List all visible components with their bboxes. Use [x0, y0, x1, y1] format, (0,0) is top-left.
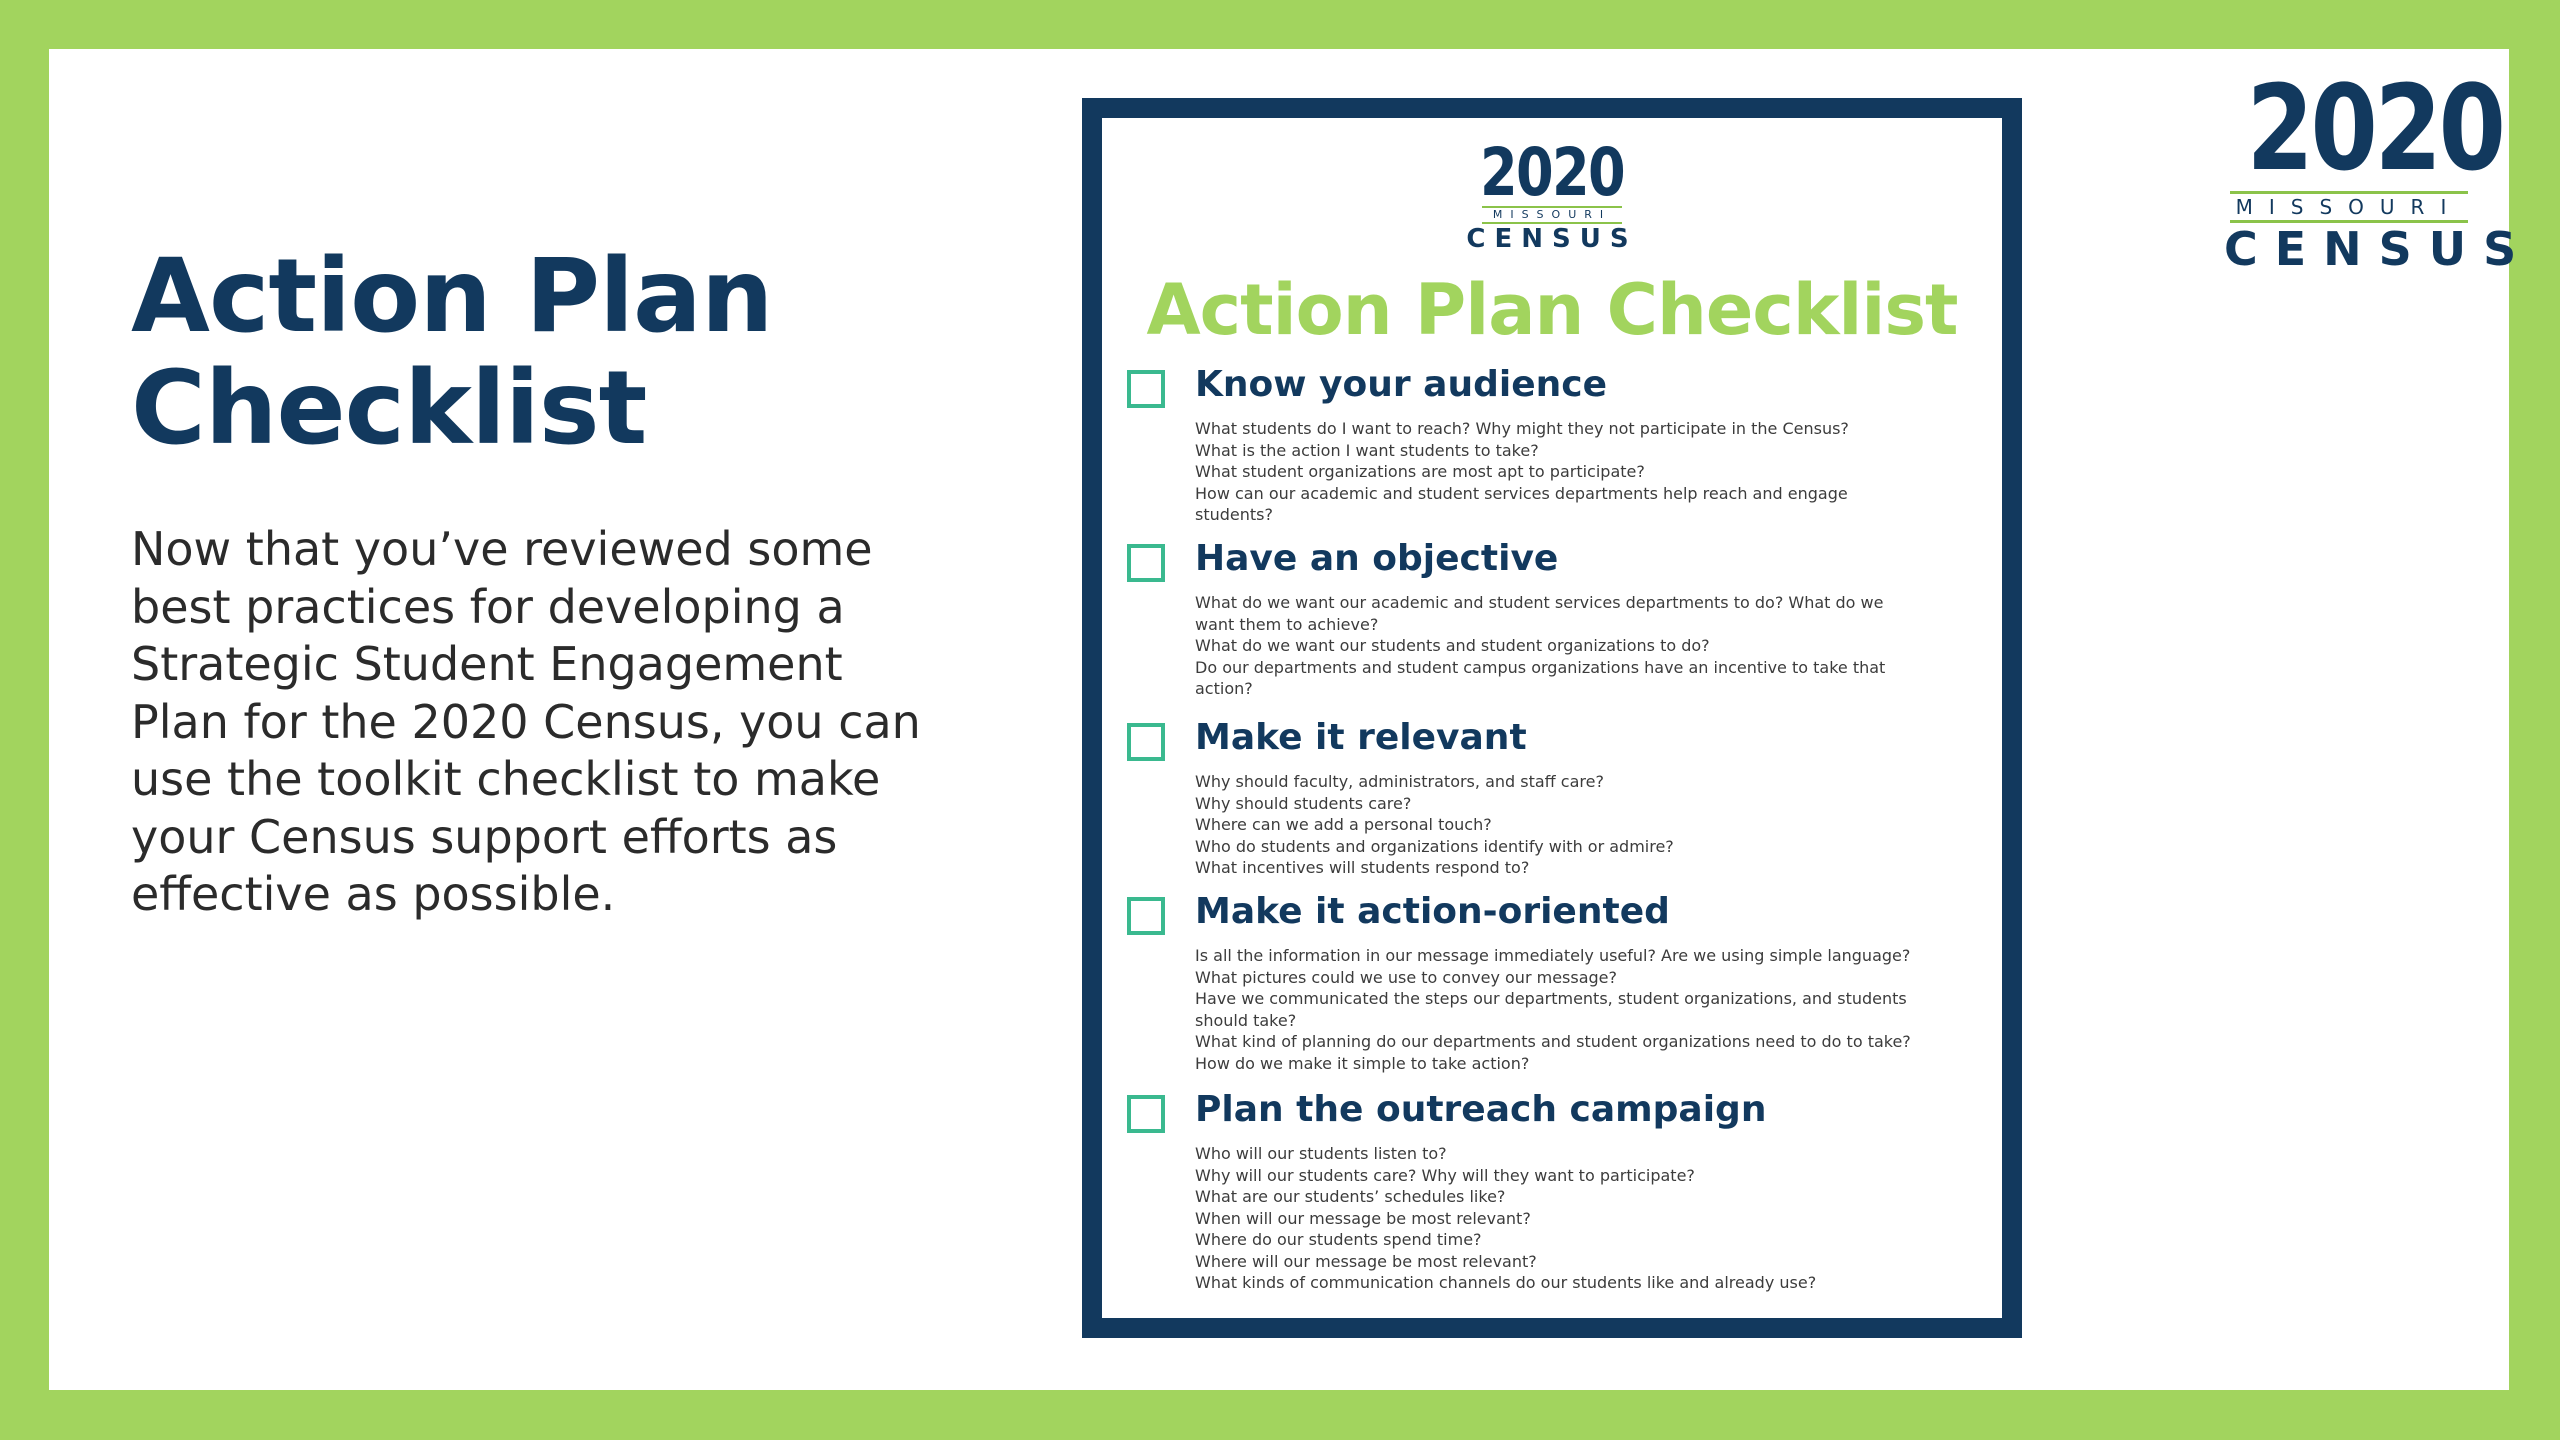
- checklist-question: What is the action I want students to take?: [1195, 440, 1539, 460]
- checklist-question: What kinds of communication channels do our students like and already use?: [1195, 1273, 1817, 1292]
- checklist-question: should take?: [1195, 1010, 1297, 1030]
- checklist-question: want them to achieve?: [1195, 614, 1379, 634]
- checklist-question: What are our students’ schedules like?: [1195, 1187, 1506, 1206]
- checklist-question: Why will our students care? Why will they want to participate?: [1195, 1165, 1695, 1185]
- document-logo-state: MISSOURI: [1482, 206, 1622, 224]
- missouri-census-logo: [2224, 59, 2534, 276]
- checklist-question: When will our message be most relevant?: [1195, 1208, 1531, 1228]
- checklist-question: What incentives will students respond to?: [1195, 858, 1530, 877]
- checklist-item-questions: [1195, 418, 1985, 526]
- checklist-document-preview: [1082, 98, 2022, 1338]
- checklist-item-heading: Make it action-oriented: [1195, 891, 1670, 932]
- checklist-question: What pictures could we use to convey our message?: [1195, 967, 1617, 987]
- document-census-logo: [1102, 134, 2002, 254]
- checklist-item-questions: [1195, 771, 1985, 879]
- checklist-question: Why should students care?: [1195, 793, 1412, 813]
- checklist-item-heading: Know your audience: [1195, 364, 1607, 405]
- checkbox-icon: [1127, 544, 1165, 582]
- logo-word: CENSUS: [2224, 222, 2534, 276]
- checklist-question: Where can we add a personal touch?: [1195, 815, 1492, 834]
- logo-year: 2020: [2246, 59, 2503, 197]
- checkbox-icon: [1127, 1095, 1165, 1133]
- checkbox-icon: [1127, 370, 1165, 408]
- checklist-question: Where will our message be most relevant?: [1195, 1251, 1537, 1271]
- checklist-question: How do we make it simple to take action?: [1195, 1053, 1530, 1073]
- checklist-question: What students do I want to reach? Why might they not participate in the Census?: [1195, 419, 1849, 438]
- slide-title: Action Plan Checklist: [131, 237, 773, 468]
- checklist-question: What student organizations are most apt to participate?: [1195, 462, 1645, 481]
- checklist-question: Who will our students listen to?: [1195, 1144, 1447, 1163]
- checklist-question: students?: [1195, 505, 1273, 524]
- checklist-question: What do we want our students and student organizations to do?: [1195, 636, 1710, 655]
- document-logo-word: CENSUS: [1466, 224, 1638, 254]
- checklist-question: Why should faculty, administrators, and staff care?: [1195, 772, 1604, 791]
- logo-state: MISSOURI: [2230, 191, 2468, 223]
- checklist-question: action?: [1195, 679, 1253, 698]
- document-logo-year: 2020: [1479, 134, 1625, 211]
- slide: [49, 49, 2534, 1390]
- checklist-question: Who do students and organizations identify with or admire?: [1195, 836, 1674, 856]
- checklist-question: Where do our students spend time?: [1195, 1230, 1482, 1249]
- checkbox-icon: [1127, 723, 1165, 761]
- checklist-item-questions: [1195, 1143, 1985, 1294]
- checklist-item-questions: [1195, 945, 1985, 1074]
- checklist-question: Have we communicated the steps our departments, student organizations, and students: [1195, 989, 1907, 1008]
- checklist-item-questions: [1195, 592, 1985, 700]
- checklist-question: Is all the information in our message immediately useful? Are we using simple language?: [1195, 946, 1911, 965]
- slide-body-text: Now that you’ve reviewed some best practices for developing a Strategic Student Engagement Plan for the 2020 Census, you can use the toolkit checklist to make your Census support efforts as effective as possible.: [131, 522, 921, 921]
- checklist-item-heading: Make it relevant: [1195, 717, 1527, 758]
- document-title: Action Plan Checklist: [1146, 269, 1958, 351]
- checklist-question: How can our academic and student services departments help reach and engage: [1195, 483, 1848, 503]
- checklist-question: What do we want our academic and student services departments to do? What do we: [1195, 593, 1884, 612]
- checklist-item-heading: Have an objective: [1195, 538, 1559, 579]
- checkbox-icon: [1127, 897, 1165, 935]
- checklist-question: What kind of planning do our departments and student organizations need to do to take?: [1195, 1032, 1911, 1051]
- checklist-question: Do our departments and student campus organizations have an incentive to take that: [1195, 657, 1886, 677]
- checklist-item-heading: Plan the outreach campaign: [1195, 1089, 1767, 1130]
